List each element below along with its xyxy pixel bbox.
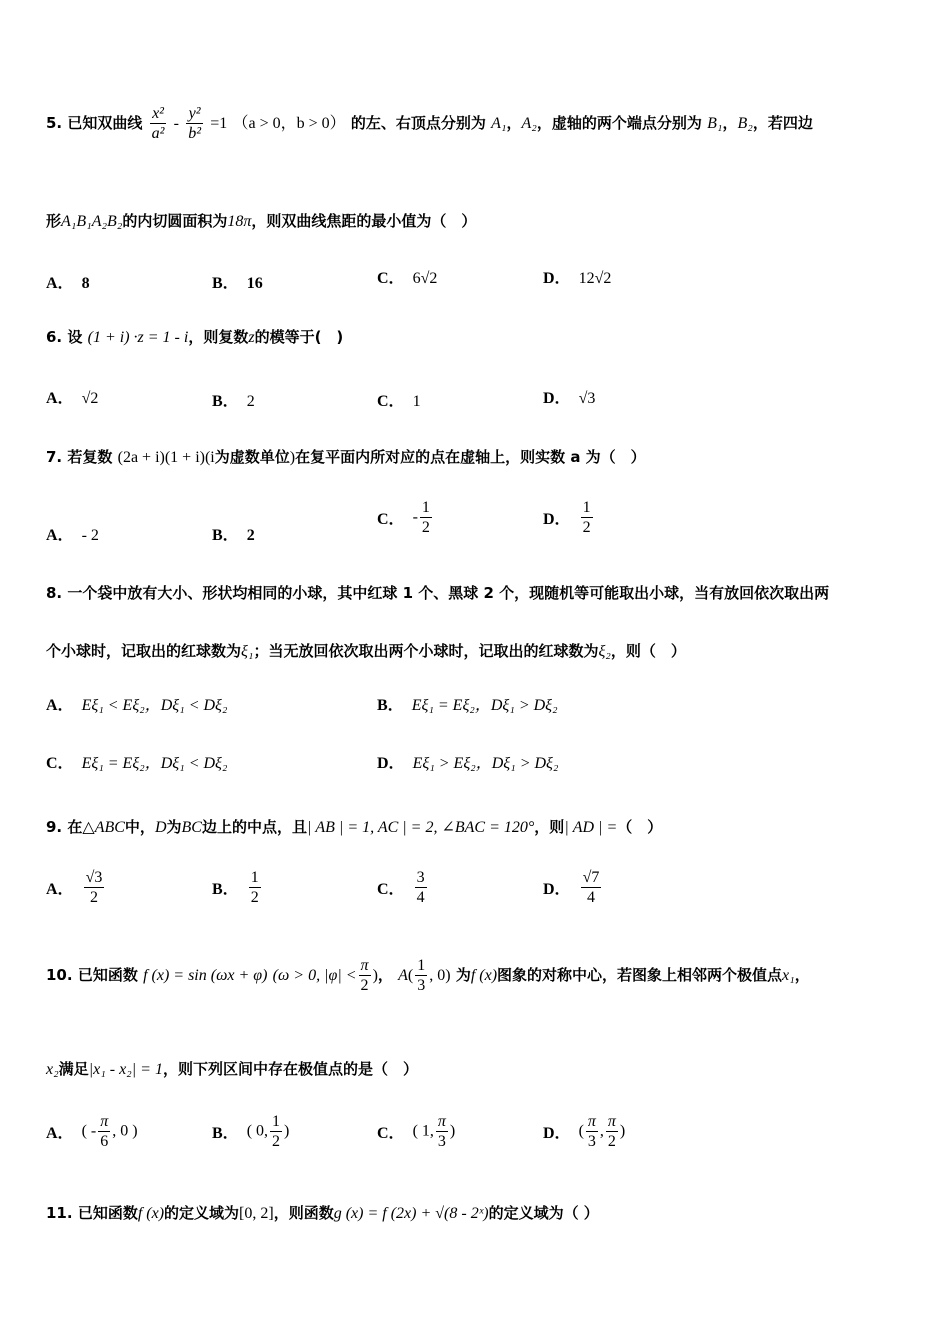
comma: ， bbox=[794, 966, 810, 984]
question-8-text-c: ；当无放回依次取出两个小球时，记取出的红球数为 bbox=[253, 642, 599, 660]
point-b2: B₂ bbox=[737, 115, 753, 132]
option-5-b[interactable]: B． 16 bbox=[212, 275, 263, 292]
option-8-d[interactable]: D． Eξ₁ > Eξ₂，Dξ₁ > Dξ₂ bbox=[377, 755, 559, 772]
question-9-text-e: ，则 bbox=[534, 818, 565, 836]
question-6-text-c: 的模等于( ) bbox=[254, 328, 344, 346]
fraction-y2-b2: $\frac{\text{y²}}{\text{b²}}$ bbox=[188, 105, 202, 142]
option-6-a[interactable]: A． √2 bbox=[46, 390, 99, 407]
comma: ， bbox=[722, 114, 738, 132]
question-8-number: 8. bbox=[46, 584, 63, 602]
question-5-line-2 bbox=[46, 210, 910, 231]
question-7-line-1 bbox=[46, 446, 910, 467]
question-9-text-d: 边上的中点，且 bbox=[201, 818, 307, 836]
equation-rhs: =1 bbox=[210, 115, 228, 132]
question-11-line-1 bbox=[46, 1202, 910, 1223]
quadrilateral-name: A₁B₁A₂B₂ bbox=[61, 213, 123, 230]
point-a2: A₂ bbox=[521, 115, 537, 132]
function-definition: f (x) = sin (ωx + φ) bbox=[143, 967, 268, 984]
question-9-text-a: 在 bbox=[67, 818, 83, 836]
option-6-b[interactable]: B． 2 bbox=[212, 393, 255, 410]
triangle-abc: △ABC bbox=[82, 819, 125, 836]
question-5-text-f: 的内切圆面积为 bbox=[122, 212, 228, 230]
option-9-a[interactable]: A． $\frac{√3}{2}$ bbox=[46, 869, 103, 906]
close-paren: ) bbox=[445, 967, 451, 984]
question-10-text-c: 图象的对称中心，若图象上相邻两个极值点 bbox=[497, 966, 783, 984]
option-10-a[interactable]: A． ( - $\frac{\pi}{6}$ , 0 ) bbox=[46, 1113, 138, 1150]
option-7-d[interactable]: D． $\frac{1}{2}$ bbox=[543, 499, 591, 536]
function-g: g (x) = f (2x) + √(8 - 2ˣ) bbox=[333, 1205, 489, 1222]
question-8-line-2 bbox=[46, 640, 910, 661]
question-10-text-b: 为 bbox=[455, 966, 471, 984]
segment-bc: BC bbox=[181, 819, 202, 836]
option-9-c[interactable]: C． $\frac{3}{4}$ bbox=[377, 869, 425, 906]
question-7-text-b: 为虚数单位 bbox=[214, 448, 290, 466]
variable-x2: x₂ bbox=[46, 1061, 59, 1078]
option-5-a[interactable]: A． 8 bbox=[46, 275, 90, 292]
incircle-area: 18π bbox=[227, 213, 252, 230]
variable-x1: x₁ bbox=[782, 967, 795, 984]
option-6-d[interactable]: D． √3 bbox=[543, 390, 596, 407]
question-6-text-a: 设 bbox=[67, 328, 83, 346]
question-8-line-1 bbox=[46, 582, 910, 603]
question-11-number: 11. bbox=[46, 1204, 73, 1222]
fraction-1-3: $\frac{1}{3}$ bbox=[417, 957, 426, 994]
point-a: A bbox=[398, 967, 408, 984]
hyperbola-condition: （a > 0，b > 0） bbox=[232, 115, 346, 132]
point-b1: B₁ bbox=[707, 115, 723, 132]
option-7-b[interactable]: B． 2 bbox=[212, 527, 255, 544]
option-5-d[interactable]: D． 12√2 bbox=[543, 270, 612, 287]
length-ad: | AD | = bbox=[564, 819, 618, 836]
variable-xi2: ξ₂ bbox=[598, 643, 611, 660]
point-a1: A₁ bbox=[491, 115, 507, 132]
question-8-text-d: ，则（ ） bbox=[610, 642, 686, 660]
question-7-text-a: 若复数 bbox=[67, 448, 113, 466]
option-9-b[interactable]: B． $\frac{1}{2}$ bbox=[212, 869, 259, 906]
question-5-text-d: ，若四边 bbox=[752, 114, 813, 132]
option-8-b[interactable]: B． Eξ₁ = Eξ₂，Dξ₁ > Dξ₂ bbox=[377, 697, 558, 714]
question-8-text-b: 个小球时，记取出的红球数为 bbox=[46, 642, 242, 660]
question-7-number: 7. bbox=[46, 448, 63, 466]
question-5-text-g: ，则双曲线焦距的最小值为（ ） bbox=[251, 212, 477, 230]
function-condition: (ω > 0, |φ| < bbox=[272, 967, 357, 984]
variable-xi1: ξ₁ bbox=[241, 643, 254, 660]
option-10-c[interactable]: C． ( 1, $\frac{\pi}{3}$ ) bbox=[377, 1113, 456, 1150]
abs-difference: |x₁ - x₂| = 1 bbox=[88, 1061, 163, 1078]
question-10-number: 10. bbox=[46, 966, 73, 984]
question-10-line-2 bbox=[46, 1058, 910, 1079]
question-9-line-1 bbox=[46, 816, 910, 837]
question-7-text-c: 在复平面内所对应的点在虚轴上，则实数 a 为（ ） bbox=[295, 448, 646, 466]
option-10-b[interactable]: B． ( 0, $\frac{1}{2}$ ) bbox=[212, 1113, 290, 1150]
question-9-text-f: （ ） bbox=[617, 818, 663, 836]
fraction-pi-2: $\frac{\pi}{2}$ bbox=[360, 957, 369, 994]
question-9-text-b: 中， bbox=[124, 818, 155, 836]
point-a-y: , 0 bbox=[429, 967, 446, 984]
question-9-condition: | AB | = 1, AC | = 2, ∠BAC = 120° bbox=[306, 819, 535, 836]
option-7-a[interactable]: A． - 2 bbox=[46, 527, 99, 544]
question-7-equation: (2a + i)(1 + i)(i bbox=[117, 449, 215, 466]
question-10-line-1 bbox=[46, 956, 910, 995]
question-6-equation: (1 + i) ·z = 1 - i bbox=[87, 329, 189, 346]
closing-paren: ) bbox=[372, 967, 378, 984]
question-9-number: 9. bbox=[46, 818, 63, 836]
option-7-c[interactable]: C． - $\frac{1}{2}$ bbox=[377, 499, 430, 536]
question-11-text-a: 已知函数 bbox=[77, 1204, 138, 1222]
closing-paren: ) bbox=[289, 449, 296, 466]
comma: ， bbox=[377, 966, 393, 984]
question-6-number: 6. bbox=[46, 328, 63, 346]
question-8-text-a: 一个袋中放有大小、形状均相同的小球，其中红球 1 个、黑球 2 个，现随机等可能取出小球，当有放回依次取出两 bbox=[67, 584, 830, 602]
question-10-text-a: 已知函数 bbox=[77, 966, 138, 984]
question-5-line-1 bbox=[46, 104, 910, 143]
question-5-number: 5. bbox=[46, 114, 63, 132]
point-d: D bbox=[154, 819, 167, 836]
question-5-text-c: ，虚轴的两个端点分别为 bbox=[536, 114, 702, 132]
question-5-text-b: 的左、右顶点分别为 bbox=[350, 114, 486, 132]
question-10-text-e: 满足 bbox=[58, 1060, 89, 1078]
question-6-line-1 bbox=[46, 326, 910, 347]
function-f: f (x) bbox=[137, 1205, 165, 1222]
domain-interval: [0, 2] bbox=[239, 1205, 274, 1222]
question-11-text-c: ，则函数 bbox=[273, 1204, 334, 1222]
option-8-c[interactable]: C． Eξ₁ = Eξ₂，Dξ₁ < Dξ₂ bbox=[46, 755, 228, 772]
option-9-d[interactable]: D． $\frac{√7}{4}$ bbox=[543, 869, 600, 906]
question-11-text-b: 的定义域为 bbox=[164, 1204, 240, 1222]
function-f: f (x) bbox=[470, 967, 498, 984]
option-5-c[interactable]: C． 6√2 bbox=[377, 270, 438, 287]
question-5-text-e: 形 bbox=[46, 212, 62, 230]
minus-sign: - bbox=[173, 115, 179, 132]
question-5-text-a: 已知双曲线 bbox=[67, 114, 143, 132]
option-10-d[interactable]: D． ( $\frac{\pi}{3}$ , $\frac{\pi}{2}$ ) bbox=[543, 1113, 626, 1150]
question-10-text-g: ，则下列区间中存在极值点的是（ ） bbox=[162, 1060, 418, 1078]
question-9-text-c: 为 bbox=[166, 818, 182, 836]
question-11-text-d: 的定义域为（ ） bbox=[488, 1204, 599, 1222]
variable-z: z bbox=[248, 329, 255, 346]
option-8-a[interactable]: A． Eξ₁ < Eξ₂，Dξ₁ < Dξ₂ bbox=[46, 697, 228, 714]
fraction-x2-a2: $\frac{\text{x²}}{\text{a²}}$ bbox=[151, 105, 165, 142]
question-6-text-b: ，则复数 bbox=[188, 328, 249, 346]
option-6-c[interactable]: C． 1 bbox=[377, 393, 421, 410]
open-paren: ( bbox=[407, 967, 414, 984]
comma: ， bbox=[506, 114, 522, 132]
